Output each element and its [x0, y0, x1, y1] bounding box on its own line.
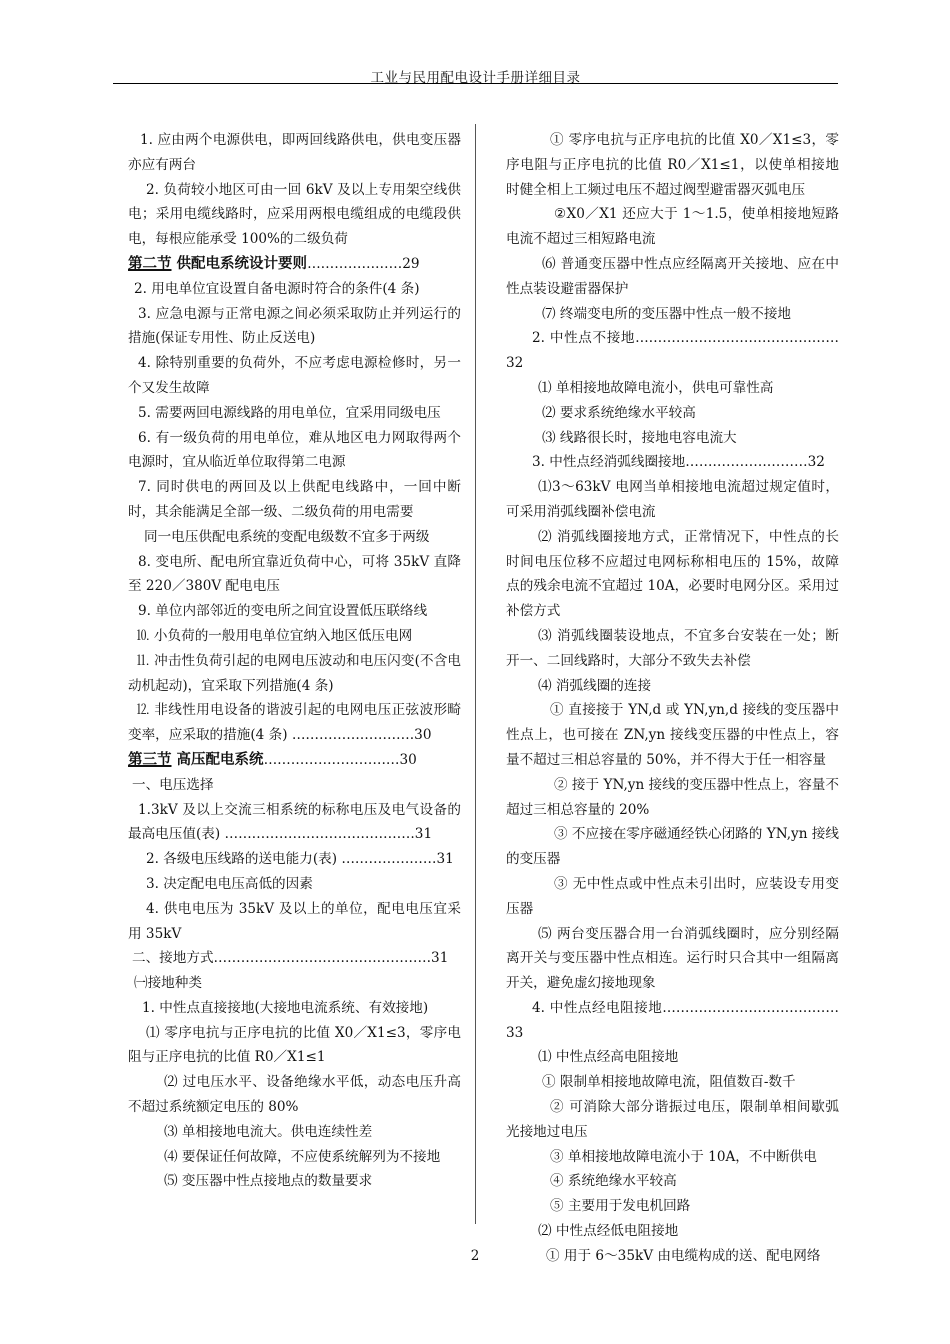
- toc-entry: ① 直接接于 YN,d 或 YN,yn,d 接线的变压器中性点上，也可接在 ZN,yn 接线变压器的中性点上，容量不超过三相总容量的 50%，并不得大于任一相容量: [506, 702, 839, 768]
- toc-entry: 3. 中性点经消弧线圈接地………………………32: [532, 454, 825, 471]
- page-reference: …………………29: [307, 255, 420, 272]
- toc-entry: ① 限制单相接地故障电流，阻值数百-数千: [542, 1074, 796, 1091]
- toc-entry: ⑤ 主要用于发电机回路: [550, 1198, 691, 1215]
- toc-entry: ⑺ 终端变电所的变压器中性点一般不接地: [542, 305, 792, 322]
- toc-entry: ② 接于 YN,yn 接线的变压器中性点上，容量不超过三相总容量的 20%: [506, 776, 839, 818]
- toc-entry: 3. 应急电源与正常电源之间必须采取防止并列运行的措施(保证专用性、防止反送电): [128, 305, 461, 347]
- right-column: [506, 128, 839, 1269]
- toc-entry: 2. 各级电压线路的送电能力(表) …………………31: [146, 851, 454, 868]
- toc-entry: 同一电压供配电系统的变配电级数不宜多于两级: [144, 528, 430, 545]
- toc-entry: ⑸ 变压器中性点接地点的数量要求: [164, 1173, 373, 1190]
- toc-entry: 2. 中性点不接地………………………………………32: [506, 330, 839, 372]
- section-heading: [128, 252, 461, 277]
- toc-entry: ⑴ 单相接地故障电流小，供电可靠性高: [538, 379, 774, 396]
- running-header: 工业与民用配电设计手册详细目录: [370, 70, 581, 86]
- page-number: 2: [470, 1248, 480, 1264]
- toc-entry: ⑷ 要保证任何故障，不应使系统解列为不接地: [164, 1148, 441, 1165]
- toc-entry: ③ 单相接地故障电流小于 10A，不中断供电: [550, 1148, 817, 1165]
- toc-entry: ⑶ 单相接地电流大。供电连续性差: [164, 1123, 373, 1140]
- toc-entry: ⑵ 过电压水平、设备绝缘水平低，动态电压升高不超过系统额定电压的 80%: [128, 1074, 461, 1116]
- toc-entry: ②X0／X1 还应大于 1～1.5，使单相接地短路电流不超过三相短路电流: [506, 206, 839, 248]
- toc-entry: ③ 不应接在零序磁通经铁心闭路的 YN,yn 接线的变压器: [506, 826, 839, 868]
- toc-entry: ⑵ 中性点经低电阻接地: [538, 1223, 679, 1240]
- column-divider: [475, 124, 476, 1224]
- toc-entry: 2. 负荷较小地区可由一回 6kV 及以上专用架空线供电；采用电缆线路时，应采用两根电缆组成的电缆段供电，每根应能承受 100%的二级负荷: [128, 181, 461, 248]
- toc-entry: 二、接地方式…………………………………………31: [132, 950, 449, 967]
- toc-entry: ㈠接地种类: [134, 975, 202, 992]
- toc-entry: 4. 中性点经电阻接地…………………………………33: [506, 999, 839, 1041]
- toc-entry: ④ 系统绝缘水平较高: [550, 1173, 677, 1190]
- toc-entry: 5. 需要两回电源线路的用电单位，宜采用同级电压: [138, 404, 441, 421]
- toc-entry: ⑹ 普通变压器中性点应经隔离开关接地、应在中性点装设避雷器保护: [506, 255, 839, 297]
- toc-entry: ① 零序电抗与正序电抗的比值 X0／X1≤3，零序电阻与正序电抗的比值 R0／X1≤1，以使单相接地时健全相上工频过电压不超过阀型避雷器灭弧电压: [506, 132, 839, 198]
- toc-entry: 2. 用电单位宜设置自备电源时符合的条件(4 条): [134, 280, 420, 297]
- section-number: 第二节: [128, 254, 172, 272]
- toc-entry: ⑴ 中性点经高电阻接地: [538, 1049, 679, 1066]
- toc-entry: ⒒ 冲击性负荷引起的电网电压波动和电压闪变(不含电动机起动)，宜采取下列措施(4 条): [128, 652, 461, 694]
- toc-entry: 1. 应由两个电源供电，即两回线路供电，供电变压器亦应有两台: [128, 132, 461, 173]
- section-title: 供配电系统设计要则: [171, 254, 308, 272]
- section-title: 高压配电系统: [171, 750, 264, 768]
- toc-entry: ⑵ 要求系统绝缘水平较高: [542, 404, 696, 421]
- toc-entry: 一、电压选择: [132, 776, 214, 793]
- toc-entry: ① 用于 6～35kV 由电缆构成的送、配电网络: [546, 1247, 821, 1264]
- toc-entry: ⑴3～63kV 电网当单相接地电流超过规定值时，可采用消弧线圈补偿电流: [506, 479, 839, 520]
- toc-entry: ⑸ 两台变压器合用一台消弧线圈时，应分别经隔离开关与变压器中性点相连。运行时只合其中一组隔离开关，避免虚幻接地现象: [506, 925, 839, 992]
- toc-entry: 3. 决定配电电压高低的因素: [146, 875, 313, 892]
- toc-entry: 8. 变电所、配电所宜靠近负荷中心，可将 35kV 直降至 220／380V 配电电压: [128, 553, 461, 595]
- toc-entry: ⑶ 线路很长时，接地电容电流大: [542, 429, 737, 446]
- section-number: 第三节: [128, 750, 172, 768]
- toc-entry: ② 可消除大部分谐振过电压，限制单相间歇弧光接地过电压: [506, 1099, 839, 1140]
- toc-entry: 6. 有一级负荷的用电单位，难从地区电力网取得两个电源时，宜从临近单位取得第二电源: [128, 429, 461, 471]
- toc-entry: 1. 中性点直接接地(大接地电流系统、有效接地): [142, 999, 429, 1016]
- toc-entry: ⒑ 小负荷的一般用电单位宜纳入地区低压电网: [136, 627, 413, 644]
- toc-entry: 4. 供电电压为 35kV 及以上的单位，配电电压宜采用 35kV: [128, 900, 461, 942]
- toc-entry: 9. 单位内部邻近的变电所之间宜设置低压联络线: [138, 603, 428, 620]
- left-column: [128, 128, 461, 1194]
- toc-entry: 1.3kV 及以上交流三相系统的标称电压及电气设备的最高电压值(表) ……………………………………31: [128, 801, 461, 843]
- toc-entry: 7. 同时供电的两回及以上供配电线路中，一回中断时，其余能满足全部一级、二级负荷的用电需要: [128, 479, 461, 520]
- toc-entry: ⑵ 消弧线圈接地方式，正常情况下，中性点的长时间电压位移不应超过电网标称相电压的 15%，故障点的残余电流不宜超过 10A，必要时电网分区。采用过补偿方式: [506, 528, 839, 620]
- section-heading: [128, 748, 461, 773]
- page-reference: …………………………30: [263, 751, 417, 768]
- toc-entry: 4. 除特别重要的负荷外，不应考虑电源检修时，另一个又发生故障: [128, 355, 461, 396]
- toc-entry: ③ 无中性点或中性点未引出时，应装设专用变压器: [506, 875, 839, 917]
- toc-entry: ⑴ 零序电抗与正序电抗的比值 X0／X1≤3，零序电阻与正序电抗的比值 R0／X1≤1: [128, 1024, 461, 1066]
- toc-entry: ⒓ 非线性用电设备的谐波引起的电网电压正弦波形畸变率，应采取的措施(4 条) ………………………30: [128, 702, 461, 744]
- header-rule: [113, 83, 838, 84]
- toc-entry: ⑶ 消弧线圈装设地点，不宜多台安装在一处；断开一、二回线路时，大部分不致失去补偿: [506, 627, 839, 669]
- toc-entry: ⑷ 消弧线圈的连接: [538, 677, 652, 694]
